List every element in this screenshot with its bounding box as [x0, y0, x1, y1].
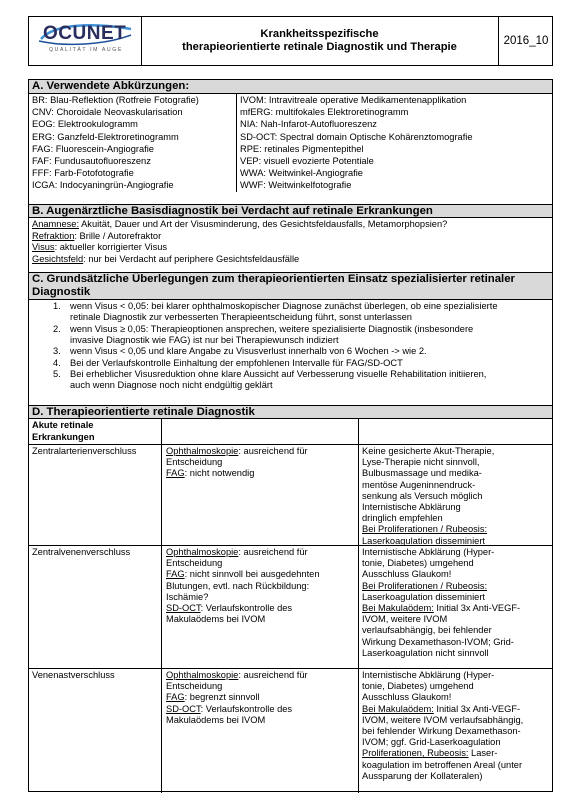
- basic-diagnostic-label: Visus: [32, 242, 55, 252]
- therapy-line: [362, 681, 474, 692]
- therapy-line: [362, 637, 514, 648]
- diagnostics-keyword: FAG: [166, 692, 185, 703]
- abbrev-item: NIA: Nah-Infarot-Autofluoreszenz: [240, 119, 377, 130]
- list-item-line: wenn Visus < 0,05 und klare Angabe zu Visusverlust innerhalb von 6 Wochen -> wie 2.: [70, 346, 427, 357]
- diagnostics-text: Entscheidung: [166, 558, 223, 569]
- basic-diagnostic-row: [32, 242, 167, 253]
- therapy-line: [362, 502, 461, 513]
- therapy-text: Laserkoagulation nicht sinnvoll: [362, 647, 489, 658]
- abbrev-item: VEP: visuell evozierte Potentiale: [240, 156, 374, 166]
- abbrev-item: SD-OCT: Spectral domain Optische Kohärenztomografie: [240, 131, 473, 142]
- abbrev-item: CNV: Choroidale Neovaskularisation: [32, 107, 183, 118]
- list-item-line: retinale Diagnostik zur verbesserten Therapieentscheidung führt, sonst unterlassen: [70, 312, 412, 323]
- therapy-keyword: Proliferationen, Rubeosis:: [362, 748, 469, 759]
- therapy-text: bei fehlender Wirkung Dexamethason-: [362, 726, 521, 736]
- diagnostics-keyword: FAG: [166, 569, 185, 580]
- diagnostics-line: [166, 603, 292, 614]
- section-c-heading: [29, 272, 552, 300]
- therapy-line: [362, 715, 523, 726]
- therapy-text: Lyse-Therapie nicht sinnvoll,: [362, 457, 480, 468]
- abbrev-item: EOG: Elektrookulogramm: [32, 119, 138, 130]
- abbrev-item: WWA: Weitwinkel-Angiografie: [240, 168, 363, 179]
- diagnostics-line: [166, 558, 222, 569]
- therapy-text: IVOM; ggf. Grid-Laserkoagulation: [362, 737, 501, 748]
- table-col-divider-2: [358, 419, 359, 793]
- diagnostics-line: [166, 715, 265, 726]
- therapy-text: Bulbusmassage und medika-: [362, 468, 482, 479]
- therapy-text: Laser-: [468, 748, 498, 759]
- table-col-divider-1: [161, 419, 162, 793]
- section-c-heading-line-2: Diagnostik: [32, 286, 91, 298]
- diagnostics-line: [166, 681, 222, 692]
- disease-name: Zentralarterienverschluss: [32, 446, 137, 456]
- therapy-text: mentöse Augeninnendruck-: [362, 479, 476, 490]
- basic-diagnostic-row: [32, 231, 161, 242]
- therapy-line: [362, 457, 479, 468]
- therapy-line: [362, 704, 520, 715]
- therapy-line: [362, 625, 492, 636]
- diagnostics-line: [166, 569, 320, 580]
- therapy-line: [362, 603, 520, 614]
- diagnostics-text: : ausreichend für: [238, 670, 308, 680]
- abbrev-item: RPE: retinales Pigmentepithel: [240, 143, 364, 154]
- therapy-line: [362, 692, 451, 703]
- abbrev-item: mfERG: multifokales Elektroretinogramm: [240, 107, 409, 118]
- list-number: 2.: [53, 323, 61, 334]
- diagnostics-text: : ausreichend für: [238, 547, 308, 557]
- therapy-text: Internistische Abklärung: [362, 502, 461, 512]
- therapy-text: senkung als Versuch möglich: [362, 490, 483, 501]
- therapy-text: Ausschluss Glaukom!: [362, 569, 452, 580]
- therapy-text: Ausschluss Glaukom!: [362, 692, 452, 703]
- therapy-line: [362, 468, 482, 479]
- basic-diagnostic-label: Refraktion: [32, 230, 75, 241]
- therapy-keyword: Bei Makulaödem:: [362, 703, 434, 714]
- therapy-line: [362, 737, 501, 748]
- diagnostics-line: [166, 547, 308, 558]
- section-c-heading-line-1: C. Grundsätzliche Überlegungen zum therapieorientierten Einsatz spezialisierter retinaler: [32, 273, 515, 285]
- abbrev-item: FFF: Farb-Fotofotografie: [32, 168, 134, 179]
- therapy-text: IVOM, weitere IVOM: [362, 614, 448, 625]
- therapy-text: dringlich empfehlen: [362, 513, 443, 524]
- title-line-2: therapieorientierte retinale Diagnostik und Therapie: [182, 41, 457, 53]
- therapy-text: Keine gesicherte Akut-Therapie,: [362, 446, 495, 456]
- therapy-line: [362, 513, 443, 524]
- abbrev-item: IVOM: Intravitreale operative Medikamentenapplikation: [240, 95, 467, 105]
- therapy-text: Initial 3x Anti-VEGF-: [433, 603, 521, 613]
- list-item-line: wenn Visus < 0,05: bei klarer ophthalmoskopischer Diagnose zunächst überlegen, ob eine spezialisierte: [70, 301, 498, 311]
- therapy-line: [362, 592, 485, 603]
- disease-name: Venenastverschluss: [32, 670, 115, 680]
- table-header-rule: [29, 444, 552, 445]
- therapy-text: tonie, Diabetes) umgehend: [362, 681, 474, 692]
- abbrev-divider: [236, 94, 237, 192]
- therapy-text: Wirkung Dexamethason-IVOM; Grid-: [362, 636, 514, 647]
- document-body: [28, 79, 553, 792]
- diagnostics-text: : nicht sinnvoll bei ausgedehnten: [184, 569, 320, 580]
- diagnostics-keyword: Ophthalmoskopie: [166, 547, 239, 557]
- diagnostics-line: [166, 614, 265, 625]
- diagnostics-text: : Verlaufskontrolle des: [200, 703, 293, 714]
- abbrev-item: ICGA: Indocyaningrün-Angiografie: [32, 180, 174, 191]
- list-number: 3.: [53, 346, 61, 357]
- therapy-keyword: Bei Makulaödem:: [362, 603, 434, 613]
- therapy-line: [362, 569, 451, 580]
- list-item-line: auch wenn Diagnose noch nicht endgültig geklärt: [70, 380, 273, 391]
- therapy-text: Internistische Abklärung (Hyper-: [362, 670, 495, 680]
- therapy-line: [362, 614, 447, 625]
- list-item-line: wenn Visus ≥ 0,05: Therapieoptionen ansprechen, weitere spezialisierte Diagnostik (insbesondere: [70, 323, 474, 334]
- therapy-text: Initial 3x Anti-VEGF-: [433, 703, 521, 714]
- basic-diagnostic-row: [32, 219, 447, 230]
- diagnostics-line: [166, 704, 292, 715]
- diagnostics-keyword: Ophthalmoskopie: [166, 670, 239, 680]
- abbrev-item: FAG: Fluorescein-Angiografie: [32, 143, 154, 154]
- therapy-line: [362, 760, 522, 771]
- therapy-line: [362, 446, 494, 457]
- logo-cell: [29, 17, 142, 65]
- basic-diagnostic-label: Anamnese:: [32, 219, 80, 229]
- section-d-heading: D. Therapieorientierte retinale Diagnostik: [29, 405, 552, 419]
- abbrev-item: WWF: Weitwinkelfotografie: [240, 180, 352, 191]
- diagnostics-text: Makulaödems bei IVOM: [166, 614, 266, 625]
- diagnostics-text: Blutungen, evtl. nach Rückbildung:: [166, 580, 310, 591]
- therapy-line: [362, 648, 489, 659]
- therapy-line: [362, 581, 487, 592]
- diagnostics-line: [166, 581, 309, 592]
- diagnostics-line: [166, 692, 260, 703]
- abbrev-item: BR: Blau-Reflektion (Rotfreie Fotografie): [32, 95, 199, 105]
- diagnostics-line: [166, 592, 208, 603]
- basic-diagnostic-text: : Brille / Autorefraktor: [74, 230, 162, 241]
- diagnostics-text: Ischämie?: [166, 591, 209, 602]
- therapy-keyword: Bei Proliferationen / Rubeosis:: [362, 524, 488, 535]
- list-number: 5.: [53, 368, 61, 379]
- abbrev-item: ERG: Ganzfeld-Elektroretinogramm: [32, 131, 179, 142]
- table-header-line-1: Akute retinale: [32, 420, 94, 430]
- diagnostics-keyword: SD-OCT: [166, 603, 201, 613]
- abbrev-item: FAF: Fundusautofluoreszenz: [32, 156, 151, 166]
- therapy-line: [362, 558, 474, 569]
- diagnostics-line: [166, 446, 308, 457]
- list-number: 4.: [53, 357, 61, 368]
- logo-wordmark: OCUNET: [43, 23, 127, 44]
- diagnostics-text: Entscheidung: [166, 681, 223, 692]
- therapy-text: Internistische Abklärung (Hyper-: [362, 547, 495, 557]
- therapy-line: [362, 748, 497, 759]
- table-header-line-2: Erkrankungen: [32, 432, 95, 442]
- therapy-line: [362, 480, 475, 491]
- section-a-heading: A. Verwendete Abkürzungen:: [29, 79, 552, 94]
- therapy-line: [362, 726, 521, 737]
- basic-diagnostic-text: : nur bei Verdacht auf periphere Gesichtsfeldausfälle: [83, 253, 300, 264]
- diagnostics-text: : Verlaufskontrolle des: [200, 603, 293, 613]
- therapy-line: [362, 491, 482, 502]
- document-header: [28, 16, 553, 66]
- therapy-line: [362, 771, 482, 782]
- therapy-text: verlaufsabhängig, bei fehlender: [362, 625, 492, 636]
- therapy-text: Aussparung der Kollateralen): [362, 770, 483, 781]
- section-b-heading: B. Augenärztliche Basisdiagnostik bei Verdacht auf retinale Erkrankungen: [29, 204, 552, 218]
- diagnostics-text: Entscheidung: [166, 457, 223, 468]
- basic-diagnostic-text: : aktueller korrigierter Visus: [54, 242, 168, 252]
- diagnostics-line: [166, 468, 254, 479]
- title-line-1: Krankheitsspezifische: [260, 28, 379, 40]
- list-number: 1.: [53, 301, 61, 311]
- therapy-line: [362, 536, 485, 547]
- therapy-line: [362, 547, 494, 558]
- diagnostics-line: [166, 457, 222, 468]
- list-item-line: invasive Diagnostik wie FAG) ist nur bei Therapiewunsch indiziert: [70, 334, 339, 345]
- therapy-text: Laserkoagulation disseminiert: [362, 591, 485, 602]
- basic-diagnostic-row: [32, 254, 299, 265]
- therapy-line: [362, 524, 487, 535]
- list-item-line: Bei erheblicher Visusreduktion ohne klare Aussicht auf Verbesserung visuelle Rehabilitation initiieren,: [70, 368, 487, 379]
- logo-tagline: QUALITÄT IM AUGE: [49, 47, 123, 53]
- therapy-text: tonie, Diabetes) umgehend: [362, 558, 474, 569]
- diagnostics-text: : nicht notwendig: [184, 468, 255, 479]
- diagnostics-keyword: FAG: [166, 468, 185, 479]
- diagnostics-text: : begrenzt sinnvoll: [184, 692, 260, 703]
- document-title: [141, 17, 499, 65]
- diagnostics-keyword: Ophthalmoskopie: [166, 446, 239, 456]
- therapy-keyword: Bei Proliferationen / Rubeosis:: [362, 580, 488, 591]
- table-row-rule-2: [29, 668, 552, 669]
- diagnostics-line: [166, 670, 308, 681]
- diagnostics-text: Makulaödems bei IVOM: [166, 714, 266, 725]
- disease-name: Zentralvenenverschluss: [32, 547, 131, 557]
- therapy-text: IVOM, weitere IVOM verlaufsabhängig,: [362, 714, 524, 725]
- basic-diagnostic-text: Akuität, Dauer und Art der Visusminderung, des Gesichtsfeldausfalls, Metamorphopsien?: [79, 219, 448, 229]
- diagnostics-keyword: SD-OCT: [166, 703, 201, 714]
- basic-diagnostic-label: Gesichtsfeld: [32, 253, 84, 264]
- document-code: 2016_10: [503, 35, 549, 47]
- list-item-line: Bei der Verlaufskontrolle Einhaltung der empfohlenen Intervalle für FAG/SD-OCT: [70, 357, 403, 368]
- diagnostics-text: : ausreichend für: [238, 446, 308, 456]
- therapy-text: Laserkoagulation disseminiert: [362, 535, 485, 546]
- therapy-line: [362, 670, 494, 681]
- therapy-text: koagulation im betroffenen Areal (unter: [362, 759, 523, 770]
